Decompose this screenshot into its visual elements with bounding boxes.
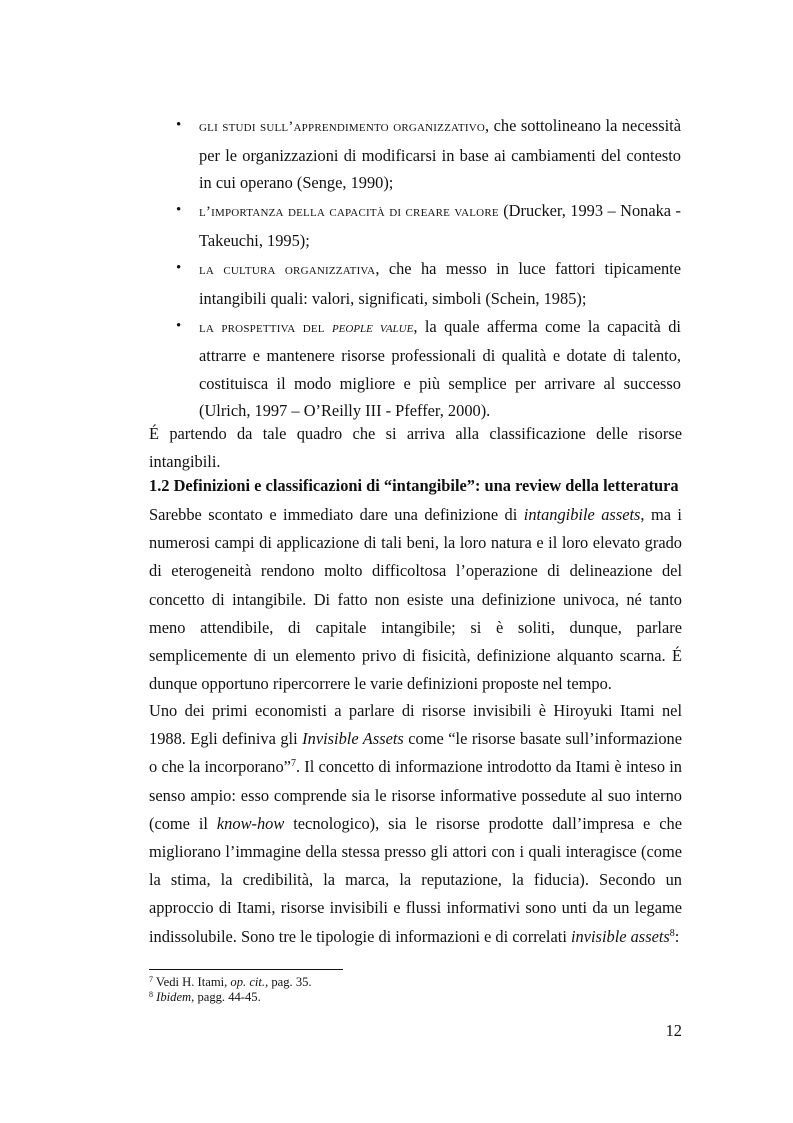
bullet-title: l’importanza della capacità di creare valore xyxy=(199,204,499,221)
list-item xyxy=(176,255,681,312)
bullet-text: , che sottolineano la necessità per le organizzazioni di modificarsi in base ai cambiamenti del contesto in cui operano (Senge, 1990); xyxy=(199,116,682,193)
bullet-title: la prospettiva del xyxy=(199,319,332,336)
footnote xyxy=(149,975,682,990)
page-number: 12 xyxy=(665,1021,682,1040)
bullet-icon: • xyxy=(176,259,182,276)
text-emphasis: know-how xyxy=(216,813,285,833)
text-run: Vedi H. Itami, xyxy=(153,975,231,989)
text-run: , ma i numerosi campi di applicazione di tali beni, la loro natura e il loro elevato grado di eterogeneità rendono molto difficoltosa l’operazione di delineazione del concetto di intangibile. Di fatto non esiste una definizione univoca, né tanto meno attendibile, di capitale intangibile; si è soliti, dunque, parlare semplicemente di un elemento privo di fisicità, definizione alquanto scarna. É dunque opportuno ripercorrere le varie definizioni proposte nel tempo. xyxy=(149,505,682,694)
footnotes xyxy=(149,975,682,1005)
bullet-icon: • xyxy=(176,202,182,219)
text-run: , pagg. 44-45. xyxy=(191,990,261,1004)
list-item xyxy=(176,197,681,254)
intro-closing-paragraph: É partendo da tale quadro che si arriva alla classificazione delle risorse intangibili. xyxy=(149,424,682,472)
text-run: Uno dei primi economisti a parlare di risorse invisibili è Hiroyuki Itami nel 1988. Egli definiva gli xyxy=(149,701,682,749)
text-run: : xyxy=(674,926,680,946)
bullet-text: , che ha messo in luce fattori tipicamente intangibili quali: valori, significati, simboli (Schein, 1985); xyxy=(199,258,681,308)
section-heading: 1.2 Definizioni e classificazioni di “intangibile”: una review della letteratura xyxy=(149,476,679,495)
footnote-number: 7 xyxy=(149,975,153,984)
bullet-title: gli studi sull’apprendimento organizzativo xyxy=(199,119,486,135)
bullet-icon: • xyxy=(176,317,182,334)
paragraph-definitions xyxy=(149,501,682,698)
text-emphasis: invisible assets xyxy=(570,926,670,946)
bullet-text: (Drucker, 1993 – Nonaka - Takeuchi, 1995); xyxy=(199,201,681,250)
footnote xyxy=(149,990,682,1005)
list-item xyxy=(176,112,681,197)
text-run: come “le risorse basate sull’informazione o che la incorporano” xyxy=(149,729,682,777)
bullet-icon: • xyxy=(176,117,182,133)
text-emphasis: Ibidem xyxy=(156,990,192,1004)
text-run: , pag. 35. xyxy=(265,975,312,989)
footnote-number: 8 xyxy=(149,990,153,999)
text-emphasis: intangibile assets xyxy=(523,505,641,524)
text-run: Sarebbe scontato e immediato dare una definizione di xyxy=(149,505,524,524)
text-run: tecnologico), sia le risorse prodotte dall’impresa e che migliorano l’immagine della stessa presso gli attori con i quali interagisce (come la stima, la credibilità, la marca, la reputazione, la fiducia). Secondo un approccio di Itami, risorse invisibili e flussi informativi sono unti da un legame indissolubile. Sono tre le tipologie di informazioni e di correlati xyxy=(149,813,682,946)
footnote-ref[interactable]: 7 xyxy=(290,758,296,770)
footnote-divider xyxy=(149,969,343,970)
footnote-ref[interactable]: 8 xyxy=(669,927,675,939)
bullet-title-emphasis: people value xyxy=(331,319,414,336)
paragraph-itami xyxy=(149,697,682,951)
text-run: . Il concetto di informazione introdotto da Itami è inteso in senso ampio: esso comprende sia le risorse informative possedute al suo interno (come il xyxy=(149,757,683,833)
bullet-text: , la quale afferma come la capacità di attrarre e mantenere risorse professionali di qualità e dotate di talento, costituisca il modo migliore e più semplice per arrivare al successo (Ulrich, 1997 – O’Reilly III - Pfeffer, 2000). xyxy=(199,316,681,421)
text-emphasis: Invisible Assets xyxy=(302,729,404,749)
list-item xyxy=(176,313,681,425)
bullet-list xyxy=(176,112,681,426)
text-emphasis: op. cit. xyxy=(230,975,266,989)
bullet-title: la cultura organizzativa xyxy=(199,261,376,278)
